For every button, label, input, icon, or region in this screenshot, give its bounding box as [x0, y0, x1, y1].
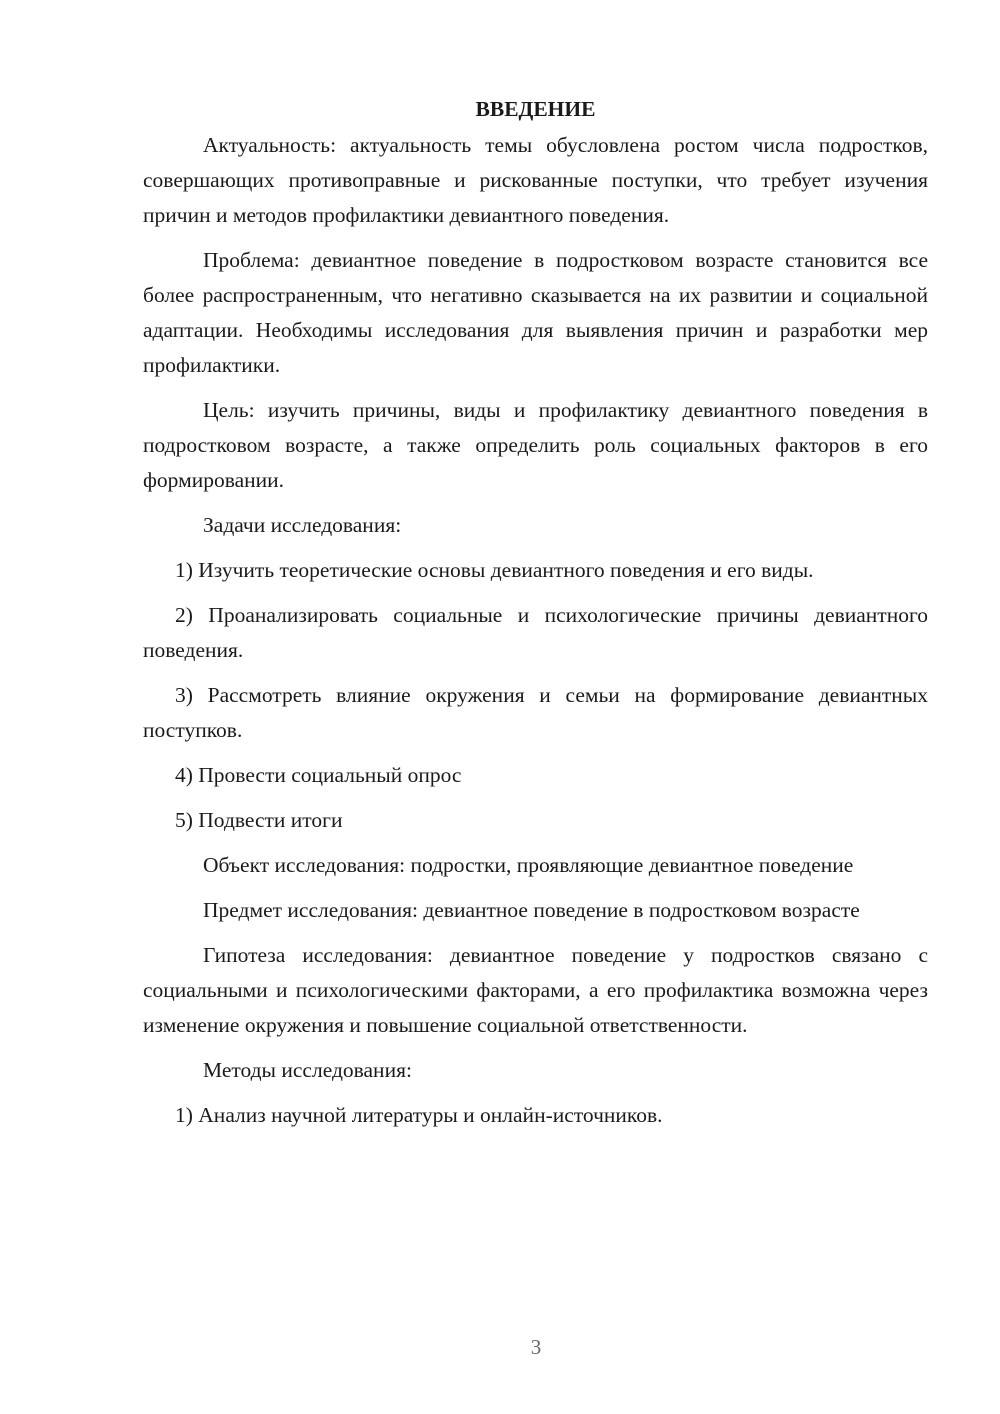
task-item-5: 5) Подвести итоги — [175, 808, 343, 832]
subject-paragraph: Предмет исследования: девиантное поведение в подростковом возрасте — [203, 898, 860, 922]
task-item-3: 3) Рассмотреть влияние окружения и семьи на формирование девиантных поступков. — [143, 683, 928, 742]
task-item-4: 4) Провести социальный опрос — [175, 763, 462, 787]
task-item-2: 2) Проанализировать социальные и психологические причины девиантного поведения. — [143, 603, 928, 662]
tasks-heading: Задачи исследования: — [203, 513, 402, 537]
document-page — [143, 92, 928, 1143]
task-item-1: 1) Изучить теоретические основы девиантного поведения и его виды. — [175, 558, 814, 582]
hypothesis-paragraph: Гипотеза исследования: девиантное поведение у подростков связано с социальными и психологическими факторами, а его профилактика возможна через изменение окружения и повышение социальной ответственности. — [143, 943, 928, 1037]
page-number: 3 — [530, 1335, 542, 1359]
method-item-1: 1) Анализ научной литературы и онлайн-источников. — [175, 1103, 663, 1127]
methods-heading: Методы исследования: — [203, 1058, 412, 1082]
problem-paragraph: Проблема: девиантное поведение в подростковом возрасте становится все более распространенным, что негативно сказывается на их развитии и социальной адаптации. Необходимы исследования для выявления причин и разработки мер профилактики. — [143, 248, 928, 377]
goal-paragraph: Цель: изучить причины, виды и профилактику девиантного поведения в подростковом возрасте, а также определить роль социальных факторов в его формировании. — [143, 398, 928, 492]
section-title: ВВЕДЕНИЕ — [475, 97, 596, 121]
relevance-paragraph: Актуальность: актуальность темы обусловлена ростом числа подростков, совершающих противоправные и рискованные поступки, что требует изучения причин и методов профилактики девиантного поведения. — [143, 133, 928, 227]
object-paragraph: Объект исследования: подростки, проявляющие девиантное поведение — [203, 853, 854, 877]
